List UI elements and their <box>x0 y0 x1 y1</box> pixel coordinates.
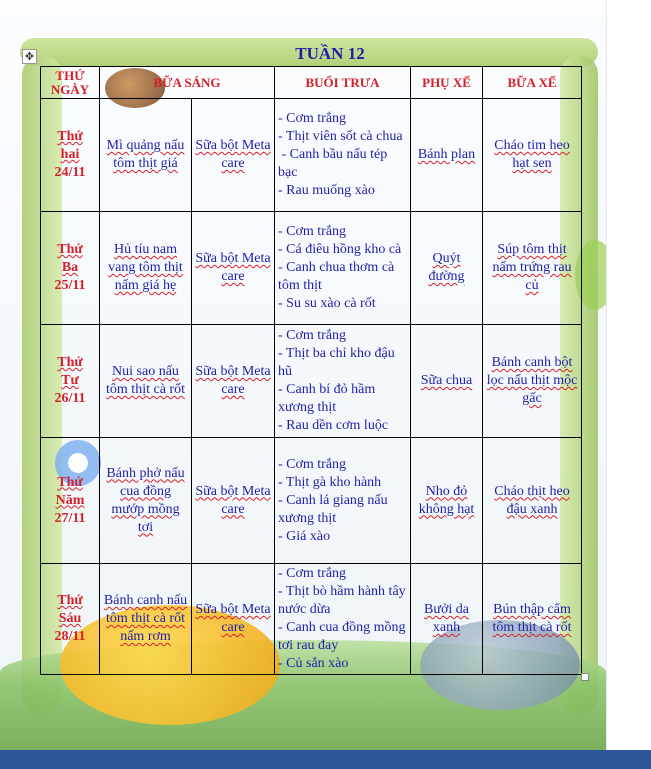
lunch-item: - Cá điêu hồng kho cà <box>278 242 402 257</box>
snack-cell: Nho đỏ không hạt <box>411 438 483 564</box>
day-cell: Thứ Ba 25/11 <box>41 212 100 325</box>
lunch-cell <box>275 325 411 438</box>
table-row <box>41 325 582 438</box>
lunch-item: - Canh bí đỏ hầm xương thịt <box>278 382 379 415</box>
lunch-item: - Cơm trắng <box>278 224 347 239</box>
table-row <box>41 212 582 325</box>
lunch-item: - Canh chua thơm cà tôm thịt <box>278 260 398 293</box>
weekly-menu-table <box>40 66 582 675</box>
lunch-item: - Củ sắn xào <box>278 656 349 671</box>
header-afternoon: BỮA XẾ <box>483 67 582 99</box>
lunch-cell <box>275 212 411 325</box>
afternoon-cell: Cháo tim heo hạt sen <box>483 99 582 212</box>
milk-cell: Sữa bột Meta care <box>192 325 275 438</box>
lunch-item: - Thịt ba chỉ kho đậu hũ <box>278 346 399 379</box>
afternoon-cell: Bánh canh bột lọc nấu thịt mộc gấc <box>483 325 582 438</box>
lunch-item: - Canh lá giang nấu xương thịt <box>278 492 392 526</box>
document-margin <box>606 0 651 750</box>
lunch-cell <box>275 564 411 675</box>
table-header-row <box>41 67 582 99</box>
breakfast-cell: Bánh phở nấu cua đồng mướp mồng tơi <box>100 438 192 564</box>
milk-cell: Sữa bột Meta care <box>192 564 275 675</box>
lunch-item: - Cơm trắng <box>278 566 347 581</box>
lunch-item: - Giá xào <box>278 528 331 544</box>
move-arrows-icon[interactable]: ✥ <box>22 49 37 64</box>
header-lunch: BUỔI TRƯA <box>275 67 411 99</box>
snack-cell: Bánh plan <box>411 99 483 212</box>
afternoon-cell: Bún thập cẩm tôm thịt cà rốt <box>483 564 582 675</box>
table-row <box>41 564 582 675</box>
resize-square-icon[interactable] <box>581 673 589 681</box>
status-bar <box>0 750 651 769</box>
day-cell: Thứ Sáu 28/11 <box>41 564 100 675</box>
milk-cell: Sữa bột Meta care <box>192 99 275 212</box>
header-snack: PHỤ XẾ <box>411 67 483 99</box>
lunch-item: - Rau muống xào <box>278 183 375 198</box>
breakfast-cell: Nui sao nấu tôm thịt cà rốt <box>100 325 192 438</box>
page-title: TUẦN 12 <box>295 44 365 63</box>
lunch-item: - Su su xào cà rốt <box>278 296 376 311</box>
lunch-item: - Rau dền cơm luộc <box>278 418 389 433</box>
lunch-item: - Thịt gà kho hành <box>278 474 382 490</box>
day-cell: Thứ Năm 27/11 <box>41 438 100 564</box>
lunch-item: - Canh bầu nấu tép bạc <box>278 147 391 180</box>
breakfast-cell: Mì quảng nấu tôm thịt giá <box>100 99 192 212</box>
snack-cell: Sữa chua <box>411 325 483 438</box>
snack-cell: Bưởi da xanh <box>411 564 483 675</box>
lunch-item: - Cơm trắng <box>278 328 347 343</box>
lunch-cell <box>275 99 411 212</box>
day-cell: Thứ hai 24/11 <box>41 99 100 212</box>
header-day: THỨ NGÀY <box>41 67 100 99</box>
lunch-item: - Cơm trắng <box>278 111 347 126</box>
breakfast-cell: Hủ tíu nam vang tôm thịt nấm giá hẹ <box>100 212 192 325</box>
milk-cell: Sữa bột Meta care <box>192 438 275 564</box>
milk-cell: Sữa bột Meta care <box>192 212 275 325</box>
day-cell: Thứ Tư 26/11 <box>41 325 100 438</box>
table-row <box>41 438 582 564</box>
snack-cell: Quýt đường <box>411 212 483 325</box>
header-breakfast: BỮA SÁNG <box>100 67 275 99</box>
lunch-item: - Thịt bò hầm hành tây nước dừa <box>278 584 410 617</box>
afternoon-cell: Súp tôm thịt nấm trứng rau củ <box>483 212 582 325</box>
afternoon-cell: Cháo thịt heo đậu xanh <box>483 438 582 564</box>
lunch-item: - Thịt viên sốt cà chua <box>278 129 403 144</box>
lunch-item: - Canh cua đồng mồng tơi rau đay <box>278 620 410 653</box>
lunch-item: - Cơm trắng <box>278 456 347 472</box>
breakfast-cell: Bánh canh nấu tôm thịt cà rốt nấm rơm <box>100 564 192 675</box>
table-row <box>41 99 582 212</box>
lunch-cell <box>275 438 411 564</box>
